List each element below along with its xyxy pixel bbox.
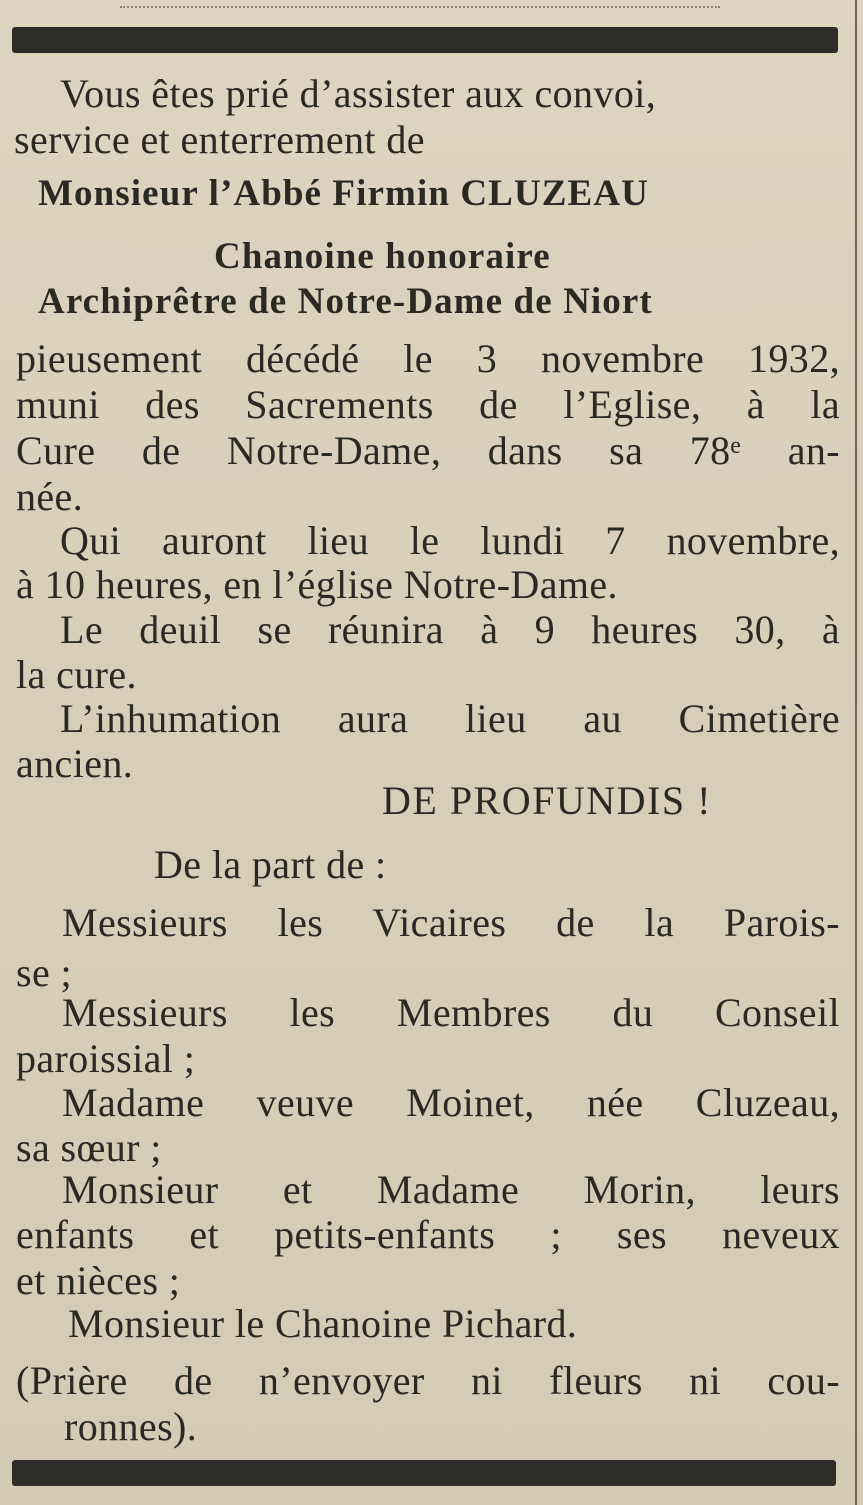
family-line-7: Monsieur et Madame Morin, leurs [62,1167,840,1212]
cropped-previous-article [120,0,720,8]
request-line-2: ronnes). [64,1404,198,1449]
column-rule [855,0,857,1505]
ceremony-line-5: L’inhumation aura lieu au Cimetière [60,696,840,741]
title-line-2: Archiprêtre de Notre-Dame de Niort [38,281,653,322]
details-line-1: pieusement décédé le 3 novembre 1932, [16,336,840,381]
intro-line-2: service et enterrement de [14,117,425,162]
family-line-8: enfants et petits-enfants ; ses neveux [16,1212,840,1257]
details-line-2: muni des Sacrements de l’Eglise, à la [16,382,840,427]
title-line-1: Chanoine honoraire [214,236,551,277]
family-line-6: sa sœur ; [16,1125,162,1170]
details-line-4: née. [16,474,84,519]
family-line-5: Madame veuve Moinet, née Cluzeau, [62,1080,840,1125]
ceremony-line-1: Qui auront lieu le lundi 7 novembre, [60,518,840,563]
bottom-divider-bar [12,1460,836,1486]
deceased-name: Monsieur l’Abbé Firmin CLUZEAU [38,173,649,214]
de-profundis: DE PROFUNDIS ! [382,778,712,823]
family-line-10: Monsieur le Chanoine Pichard. [68,1301,578,1346]
ceremony-line-6: ancien. [16,741,134,786]
ceremony-line-4: la cure. [16,652,137,697]
family-line-4: paroissial ; [16,1036,196,1081]
ceremony-line-2: à 10 heures, en l’église Notre-Dame. [16,562,618,607]
family-line-3: Messieurs les Membres du Conseil [62,990,840,1035]
ceremony-line-3: Le deuil se réunira à 9 heures 30, à [60,607,840,652]
details-line-3: Cure de Notre-Dame, dans sa 78ᵉ an- [16,428,840,473]
family-line-1: Messieurs les Vicaires de la Parois- [62,900,840,945]
family-line-9: et nièces ; [16,1258,181,1303]
family-line-2: se ; [16,950,73,995]
from-label: De la part de : [154,842,387,887]
intro-line-1: Vous êtes prié d’assister aux convoi, [60,71,657,116]
top-divider-bar [12,27,838,53]
request-line-1: (Prière de n’envoyer ni fleurs ni cou- [16,1358,840,1403]
